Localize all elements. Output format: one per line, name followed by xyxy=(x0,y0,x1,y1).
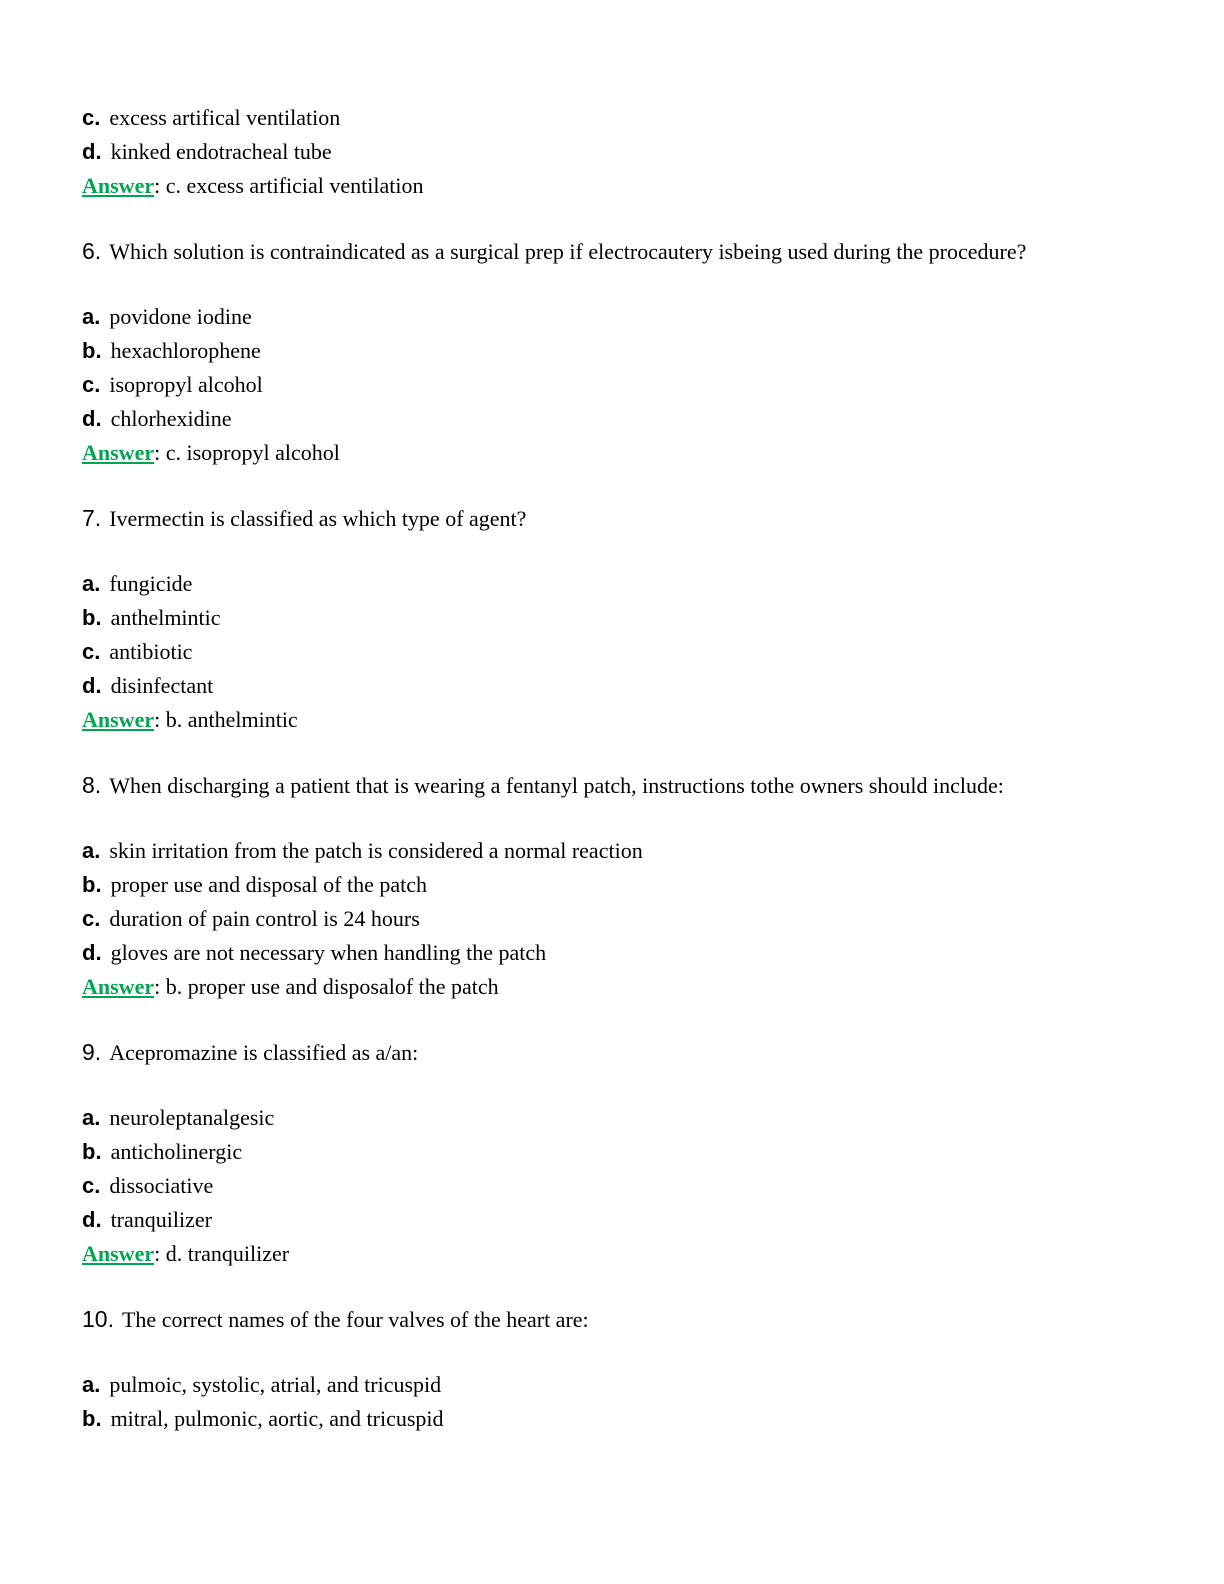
option-text: gloves are not necessary when handling the patch xyxy=(110,940,547,965)
option-letter: c. xyxy=(82,906,101,931)
answer-label: Answer xyxy=(82,173,155,198)
answer-label: Answer xyxy=(82,707,155,732)
answer-text: : d. tranquilizer xyxy=(154,1241,290,1266)
options-list xyxy=(82,1368,1138,1436)
answer-label: Answer xyxy=(82,440,155,465)
option-letter: a. xyxy=(82,838,101,863)
option-text: tranquilizer xyxy=(110,1207,212,1232)
question-block xyxy=(82,1302,1138,1436)
option-line xyxy=(82,635,1138,669)
option-line xyxy=(82,300,1138,334)
option-text: skin irritation from the patch is considered a normal reaction xyxy=(109,838,643,863)
partial-question-block xyxy=(82,101,1138,203)
option-text: mitral, pulmonic, aortic, and tricuspid xyxy=(110,1406,444,1431)
answer-line xyxy=(82,970,1138,1004)
option-text: anticholinergic xyxy=(110,1139,243,1164)
option-line xyxy=(82,1169,1138,1203)
option-text: hexachlorophene xyxy=(110,338,261,363)
option-letter: d. xyxy=(82,940,102,965)
question-number: 7. xyxy=(82,505,102,531)
option-line xyxy=(82,902,1138,936)
question-number: 9. xyxy=(82,1039,102,1065)
option-text: proper use and disposal of the patch xyxy=(110,872,428,897)
answer-line xyxy=(82,169,1138,203)
option-text: chlorhexidine xyxy=(110,406,232,431)
option-letter: d. xyxy=(82,1207,102,1232)
question-block xyxy=(82,768,1138,1004)
question-line xyxy=(82,1302,1138,1337)
option-letter: a. xyxy=(82,304,101,329)
option-line xyxy=(82,402,1138,436)
option-text: dissociative xyxy=(109,1173,214,1198)
question-text: When discharging a patient that is wearing a fentanyl patch, instructions tothe owners should include: xyxy=(109,773,1004,798)
options-list xyxy=(82,834,1138,970)
question-line xyxy=(82,768,1138,803)
option-text: neuroleptanalgesic xyxy=(109,1105,275,1130)
option-text: anthelmintic xyxy=(110,605,221,630)
option-text: excess artifical ventilation xyxy=(109,105,341,130)
option-line xyxy=(82,1135,1138,1169)
option-text: disinfectant xyxy=(110,673,214,698)
option-text: fungicide xyxy=(109,571,193,596)
option-letter: c. xyxy=(82,639,101,664)
question-text: Which solution is contraindicated as a surgical prep if electrocautery isbeing used during the procedure? xyxy=(109,239,1027,264)
question-block xyxy=(82,501,1138,737)
option-letter: b. xyxy=(82,1406,102,1431)
answer-label: Answer xyxy=(82,974,155,999)
quiz-content xyxy=(82,101,1138,1436)
option-line xyxy=(82,1203,1138,1237)
option-letter: c. xyxy=(82,105,101,130)
option-letter: d. xyxy=(82,673,102,698)
option-letter: a. xyxy=(82,1105,101,1130)
option-text: duration of pain control is 24 hours xyxy=(109,906,420,931)
question-text: Acepromazine is classified as a/an: xyxy=(109,1040,419,1065)
answer-text: : c. isopropyl alcohol xyxy=(154,440,340,465)
option-line xyxy=(82,1402,1138,1436)
option-line xyxy=(82,135,1138,169)
answer-line xyxy=(82,1237,1138,1271)
option-text: antibiotic xyxy=(109,639,193,664)
answer-text: : b. anthelmintic xyxy=(154,707,298,732)
option-letter: d. xyxy=(82,139,102,164)
answer-line xyxy=(82,703,1138,737)
question-line xyxy=(82,234,1138,269)
option-line xyxy=(82,868,1138,902)
answer-text: : b. proper use and disposalof the patch xyxy=(154,974,499,999)
question-block xyxy=(82,1035,1138,1271)
option-letter: a. xyxy=(82,571,101,596)
option-line xyxy=(82,368,1138,402)
option-text: isopropyl alcohol xyxy=(109,372,263,397)
question-number: 10. xyxy=(82,1306,114,1332)
option-line xyxy=(82,1101,1138,1135)
options-list xyxy=(82,300,1138,436)
answer-label: Answer xyxy=(82,1241,155,1266)
option-line xyxy=(82,567,1138,601)
answer-line xyxy=(82,436,1138,470)
option-letter: a. xyxy=(82,1372,101,1397)
question-number: 6. xyxy=(82,238,102,264)
option-letter: b. xyxy=(82,872,102,897)
answer-text: : c. excess artificial ventilation xyxy=(154,173,424,198)
options-list xyxy=(82,101,1138,169)
options-list xyxy=(82,567,1138,703)
question-line xyxy=(82,501,1138,536)
option-letter: c. xyxy=(82,372,101,397)
option-line xyxy=(82,936,1138,970)
option-letter: b. xyxy=(82,338,102,363)
question-block xyxy=(82,234,1138,470)
option-line xyxy=(82,669,1138,703)
option-text: povidone iodine xyxy=(109,304,252,329)
question-number: 8. xyxy=(82,772,102,798)
option-line xyxy=(82,334,1138,368)
option-text: kinked endotracheal tube xyxy=(110,139,332,164)
question-text: Ivermectin is classified as which type of agent? xyxy=(109,506,527,531)
question-line xyxy=(82,1035,1138,1070)
option-line xyxy=(82,834,1138,868)
option-line xyxy=(82,101,1138,135)
question-text: The correct names of the four valves of the heart are: xyxy=(121,1307,589,1332)
option-text: pulmoic, systolic, atrial, and tricuspid xyxy=(109,1372,442,1397)
option-line xyxy=(82,1368,1138,1402)
option-letter: c. xyxy=(82,1173,101,1198)
option-line xyxy=(82,601,1138,635)
option-letter: d. xyxy=(82,406,102,431)
option-letter: b. xyxy=(82,605,102,630)
options-list xyxy=(82,1101,1138,1237)
option-letter: b. xyxy=(82,1139,102,1164)
